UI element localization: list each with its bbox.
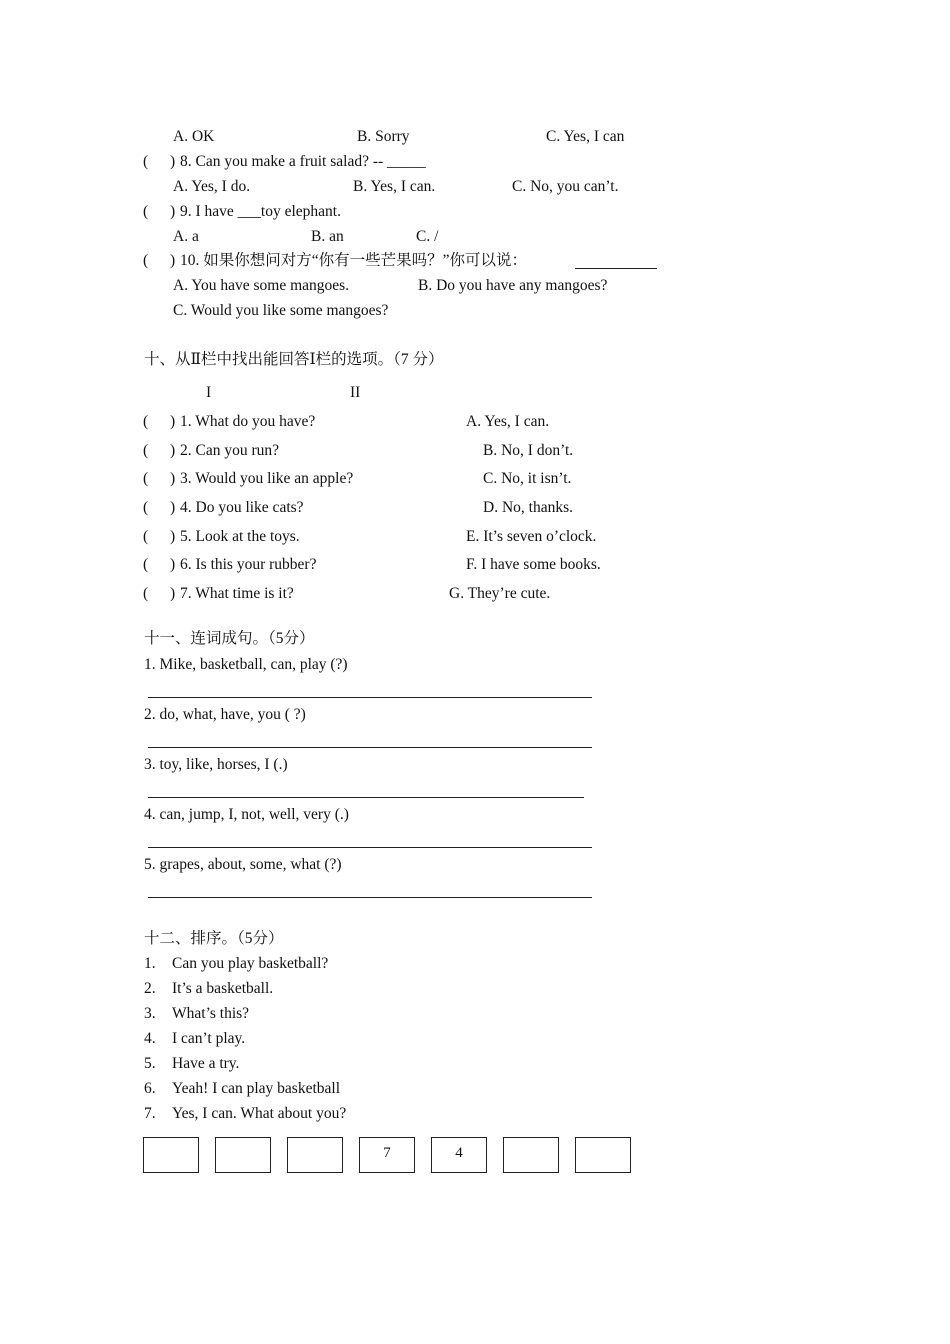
match-answer: C. No, it isn’t.	[483, 470, 572, 487]
match-paren[interactable]: (	[143, 556, 149, 573]
q10-paren-open[interactable]: (	[143, 252, 149, 269]
order-box[interactable]	[575, 1137, 631, 1173]
order-number: 1.	[144, 955, 156, 972]
match-question: 5. Look at the toys.	[180, 528, 300, 545]
section11-title: 十一、连词成句。（5分）	[144, 630, 315, 647]
match-paren[interactable]: (	[143, 413, 149, 430]
q9-paren-open[interactable]: (	[143, 203, 149, 220]
q9-option-c: C. /	[416, 228, 439, 245]
match-paren-close: )	[170, 413, 176, 430]
order-sentence: Yes, I can. What about you?	[172, 1105, 347, 1122]
match-answer: E. It’s seven o’clock.	[466, 528, 597, 545]
q9-option-a: A. a	[173, 228, 199, 245]
match-question: 2. Can you run?	[180, 442, 280, 459]
match-answer: A. Yes, I can.	[466, 413, 550, 430]
match-answer: B. No, I don’t.	[483, 442, 574, 459]
q7-option-a: A. OK	[173, 128, 215, 145]
match-question: 6. Is this your rubber?	[180, 556, 317, 573]
match-paren-close: )	[170, 470, 176, 487]
answer-line[interactable]	[148, 797, 584, 798]
match-paren[interactable]: (	[143, 528, 149, 545]
order-box[interactable]: 7	[359, 1137, 415, 1173]
rewrite-prompt: 5. grapes, about, some, what (?)	[144, 856, 342, 873]
order-box[interactable]	[287, 1137, 343, 1173]
match-paren[interactable]: (	[143, 442, 149, 459]
q10-option-b: B. Do you have any mangoes?	[418, 277, 608, 294]
match-question: 7. What time is it?	[180, 585, 294, 602]
order-sentence: It’s a basketball.	[172, 980, 274, 997]
match-paren[interactable]: (	[143, 499, 149, 516]
match-paren-close: )	[170, 556, 176, 573]
rewrite-prompt: 1. Mike, basketball, can, play (?)	[144, 656, 348, 673]
match-paren[interactable]: (	[143, 585, 149, 602]
order-box[interactable]	[215, 1137, 271, 1173]
match-paren-close: )	[170, 442, 176, 459]
order-number: 6.	[144, 1080, 156, 1097]
match-answer: F. I have some books.	[466, 556, 601, 573]
answer-line[interactable]	[148, 897, 592, 898]
order-number: 4.	[144, 1030, 156, 1047]
q10-answer-line[interactable]	[575, 268, 657, 269]
match-question: 3. Would you like an apple?	[180, 470, 354, 487]
order-sentence: Can you play basketball?	[172, 955, 329, 972]
order-sentence: What’s this?	[172, 1005, 250, 1022]
order-box[interactable]	[143, 1137, 199, 1173]
match-question: 4. Do you like cats?	[180, 499, 304, 516]
q10-option-c: C. Would you like some mangoes?	[173, 302, 389, 319]
order-sentence: I can’t play.	[172, 1030, 246, 1047]
answer-line[interactable]	[148, 847, 592, 848]
order-box[interactable]: 4	[431, 1137, 487, 1173]
q8-question: 8. Can you make a fruit salad? -- _____	[180, 153, 426, 170]
section12-title: 十二、排序。（5分）	[144, 930, 284, 947]
q8-option-c: C. No, you can’t.	[512, 178, 619, 195]
order-number: 5.	[144, 1055, 156, 1072]
q8-paren-open[interactable]: (	[143, 153, 149, 170]
q9-question: 9. I have ___toy elephant.	[180, 203, 341, 220]
section10-col2-header: II	[350, 384, 361, 401]
match-question: 1. What do you have?	[180, 413, 316, 430]
q10-paren-close: )	[170, 252, 176, 269]
q8-option-a: A. Yes, I do.	[173, 178, 251, 195]
match-paren-close: )	[170, 528, 176, 545]
order-number: 7.	[144, 1105, 156, 1122]
rewrite-prompt: 4. can, jump, I, not, well, very (.)	[144, 806, 349, 823]
q8-option-b: B. Yes, I can.	[353, 178, 436, 195]
order-box[interactable]	[503, 1137, 559, 1173]
answer-line[interactable]	[148, 747, 592, 748]
q8-paren-close: )	[170, 153, 176, 170]
rewrite-prompt: 2. do, what, have, you ( ?)	[144, 706, 306, 723]
q10-question: 10. 如果你想问对方“你有一些芒果吗？”你可以说：	[180, 252, 528, 269]
match-paren[interactable]: (	[143, 470, 149, 487]
order-number: 3.	[144, 1005, 156, 1022]
answer-line[interactable]	[148, 697, 592, 698]
q10-option-a: A. You have some mangoes.	[173, 277, 350, 294]
q7-option-b: B. Sorry	[357, 128, 410, 145]
match-paren-close: )	[170, 585, 176, 602]
order-sentence: Yeah! I can play basketball	[172, 1080, 341, 1097]
section10-title: 十、从Ⅱ栏中找出能回答Ⅰ栏的选项。（7 分）	[144, 351, 444, 368]
match-paren-close: )	[170, 499, 176, 516]
q9-option-b: B. an	[311, 228, 344, 245]
order-number: 2.	[144, 980, 156, 997]
order-sentence: Have a try.	[172, 1055, 240, 1072]
q7-option-c: C. Yes, I can	[546, 128, 625, 145]
section10-col1-header: I	[206, 384, 212, 401]
match-answer: G. They’re cute.	[449, 585, 551, 602]
match-answer: D. No, thanks.	[483, 499, 573, 516]
rewrite-prompt: 3. toy, like, horses, I (.)	[144, 756, 288, 773]
q9-paren-close: )	[170, 203, 176, 220]
